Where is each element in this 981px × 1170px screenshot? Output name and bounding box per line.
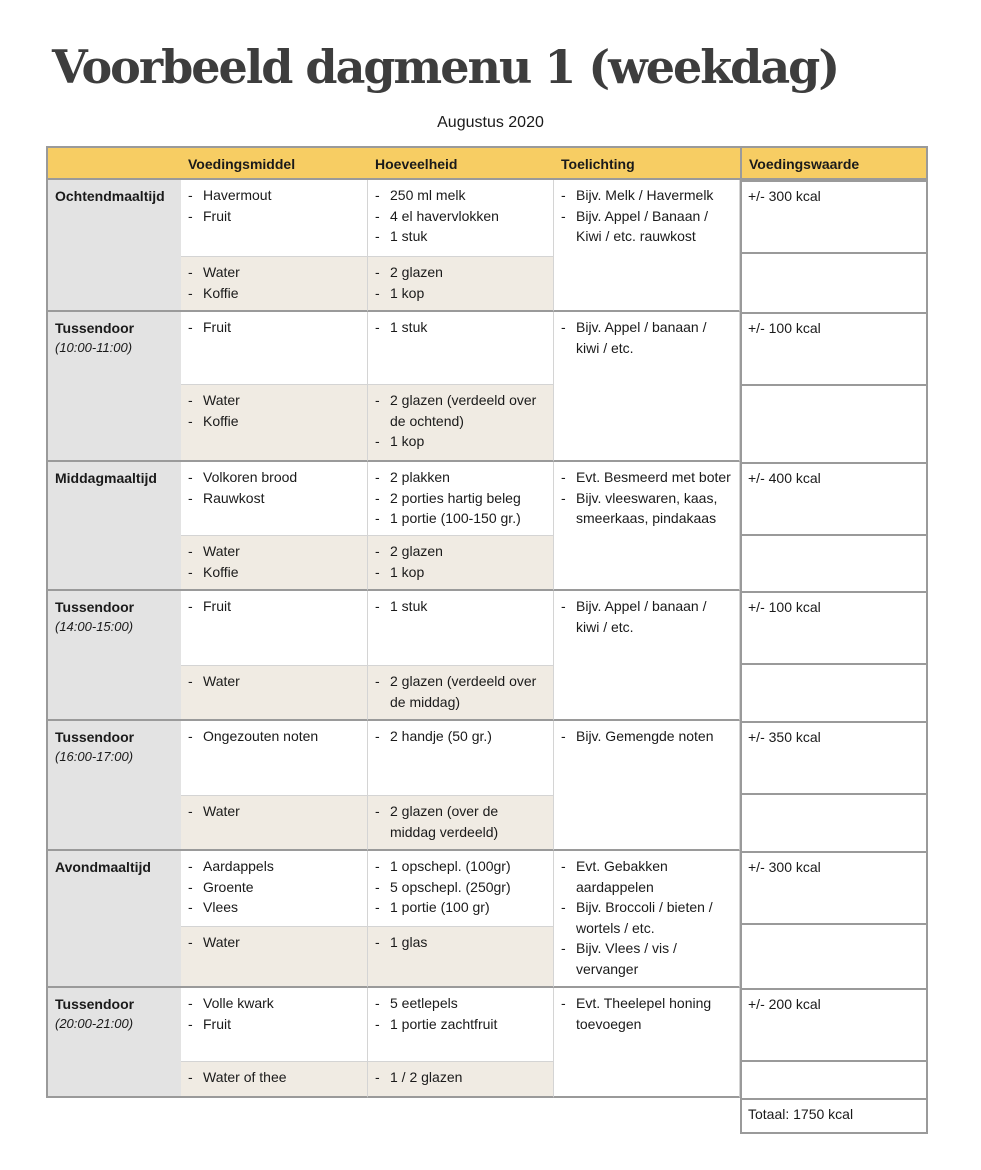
drink-item-list — [188, 932, 361, 953]
amount-item: - 2 plakken — [375, 467, 547, 488]
amount-item-list — [375, 726, 547, 747]
note-item: - Bijv. Broccoli / bieten / wortels / etc. — [561, 897, 733, 938]
kcal-box: +/- 300 kcal — [740, 180, 928, 254]
amount-item-list — [375, 317, 547, 338]
amount-item: - 5 opschepl. (250gr) — [375, 877, 547, 898]
amounts-cell — [368, 988, 554, 1062]
meal-cell — [46, 180, 181, 312]
amount-item-list — [375, 856, 547, 918]
meal-time: (14:00-15:00) — [55, 618, 134, 634]
header-blank — [46, 146, 181, 180]
food-item-list — [188, 467, 361, 508]
drink-item: - Water — [188, 671, 361, 692]
drink-item: - Water — [188, 801, 361, 822]
food-item: - Havermout — [188, 185, 361, 206]
drink-amount-item: - 2 glazen (verdeeld over de middag) — [375, 671, 547, 712]
drinks-cell — [181, 666, 368, 721]
header-toelichting: Toelichting — [554, 146, 740, 180]
note-item-list — [561, 856, 733, 980]
amount-item-list — [375, 993, 547, 1034]
drink-amount-item-list — [375, 390, 547, 452]
note-item-list — [561, 467, 733, 529]
notes-cell — [554, 462, 740, 591]
foods-cell — [181, 851, 368, 927]
drink-amount-item: - 1 / 2 glazen — [375, 1067, 547, 1088]
amount-item: - 250 ml melk — [375, 185, 547, 206]
drink-item: - Koffie — [188, 283, 361, 304]
note-item: - Evt. Gebakken aardappelen — [561, 856, 733, 897]
drink-item-list — [188, 671, 361, 692]
drink-amount-item-list — [375, 541, 547, 582]
note-item: - Bijv. Melk / Havermelk — [561, 185, 733, 206]
drink-amounts-cell — [368, 385, 554, 462]
food-item-list — [188, 726, 361, 747]
drink-amount-item: - 2 glazen (over de middag verdeeld) — [375, 801, 547, 842]
drinks-cell — [181, 257, 368, 312]
meal-name: Tussendoor — [55, 996, 135, 1012]
kcal-box: +/- 200 kcal — [740, 988, 928, 1062]
drink-amounts-cell — [368, 1062, 554, 1098]
drink-amount-item-list — [375, 932, 547, 953]
drink-amount-item: - 1 glas — [375, 932, 547, 953]
notes-cell — [554, 180, 740, 312]
amount-item: - 2 porties hartig beleg — [375, 488, 547, 509]
amount-item: - 5 eetlepels — [375, 993, 547, 1014]
drinks-cell — [181, 927, 368, 988]
drink-item-list — [188, 262, 361, 303]
meal-time: (20:00-21:00) — [55, 1015, 134, 1031]
amount-item: - 1 stuk — [375, 596, 547, 617]
page-title: Voorbeeld dagmenu 1 (weekdag) — [52, 40, 839, 94]
meal-name: Ochtendmaaltijd — [55, 188, 165, 204]
food-item: - Volkoren brood — [188, 467, 361, 488]
note-item-list — [561, 596, 733, 637]
note-item: - Bijv. Appel / Banaan / Kiwi / etc. rauwkost — [561, 206, 733, 247]
drink-item: - Koffie — [188, 562, 361, 583]
drink-amounts-cell — [368, 536, 554, 591]
amount-item-list — [375, 467, 547, 529]
drinks-cell — [181, 536, 368, 591]
amount-item: - 1 portie zachtfruit — [375, 1014, 547, 1035]
drink-amount-item: - 2 glazen — [375, 541, 547, 562]
foods-cell — [181, 180, 368, 257]
food-item: - Ongezouten noten — [188, 726, 361, 747]
kcal-empty — [740, 795, 928, 851]
amounts-cell — [368, 462, 554, 536]
note-item: - Bijv. vleeswaren, kaas, smeerkaas, pindakaas — [561, 488, 733, 529]
drink-item-list — [188, 390, 361, 431]
notes-cell — [554, 591, 740, 721]
food-item: - Aardappels — [188, 856, 361, 877]
amounts-cell — [368, 851, 554, 927]
food-item: - Rauwkost — [188, 488, 361, 509]
foods-cell — [181, 312, 368, 385]
meal-time: (10:00-11:00) — [55, 339, 133, 355]
drink-item: - Koffie — [188, 411, 361, 432]
amount-item: - 1 stuk — [375, 226, 547, 247]
food-item-list — [188, 596, 361, 617]
note-item: - Evt. Besmeerd met boter — [561, 467, 733, 488]
foods-cell — [181, 591, 368, 666]
amount-item: - 1 opschepl. (100gr) — [375, 856, 547, 877]
meal-name: Middagmaaltijd — [55, 470, 157, 486]
amount-item-list — [375, 596, 547, 617]
note-item: - Bijv. Gemengde noten — [561, 726, 733, 747]
drink-item: - Water — [188, 932, 361, 953]
amount-item: - 1 portie (100-150 gr.) — [375, 508, 547, 529]
notes-cell — [554, 312, 740, 462]
amounts-cell — [368, 312, 554, 385]
drink-amount-item: - 2 glazen (verdeeld over de ochtend) — [375, 390, 547, 431]
note-item-list — [561, 185, 733, 247]
food-item: - Fruit — [188, 317, 361, 338]
food-item-list — [188, 317, 361, 338]
note-item: - Bijv. Appel / banaan / kiwi / etc. — [561, 596, 733, 637]
amount-item-list — [375, 185, 547, 247]
food-item-list — [188, 856, 361, 918]
drink-item-list — [188, 1067, 361, 1088]
notes-cell — [554, 721, 740, 851]
drink-item: - Water — [188, 390, 361, 411]
kcal-empty — [740, 386, 928, 462]
drinks-cell — [181, 796, 368, 851]
meal-name: Avondmaaltijd — [55, 859, 151, 875]
meal-time: (16:00-17:00) — [55, 748, 134, 764]
kcal-box: +/- 300 kcal — [740, 851, 928, 925]
note-item: - Bijv. Vlees / vis / vervanger — [561, 938, 733, 979]
kcal-empty — [740, 254, 928, 312]
drink-amount-item: - 2 glazen — [375, 262, 547, 283]
drink-amounts-cell — [368, 666, 554, 721]
kcal-empty — [740, 665, 928, 721]
drink-amounts-cell — [368, 927, 554, 988]
amounts-cell — [368, 180, 554, 257]
header-voedingswaarde: Voedingswaarde — [740, 146, 928, 180]
drinks-cell — [181, 385, 368, 462]
notes-cell — [554, 851, 740, 988]
foods-cell — [181, 988, 368, 1062]
notes-cell — [554, 988, 740, 1098]
drink-amount-item-list — [375, 1067, 547, 1088]
kcal-empty — [740, 536, 928, 591]
drink-item-list — [188, 801, 361, 822]
meal-cell — [46, 591, 181, 721]
drink-amount-item: - 1 kop — [375, 562, 547, 583]
foods-cell — [181, 462, 368, 536]
kcal-box: +/- 400 kcal — [740, 462, 928, 536]
drink-amount-item-list — [375, 671, 547, 712]
header-voedingsmiddel: Voedingsmiddel — [181, 146, 368, 180]
meal-cell — [46, 988, 181, 1098]
drinks-cell — [181, 1062, 368, 1098]
food-item-list — [188, 993, 361, 1034]
meal-name: Tussendoor — [55, 320, 135, 336]
amounts-cell — [368, 591, 554, 666]
note-item-list — [561, 317, 733, 358]
amount-item: - 4 el havervlokken — [375, 206, 547, 227]
amount-item: - 2 handje (50 gr.) — [375, 726, 547, 747]
foods-cell — [181, 721, 368, 796]
kcal-empty — [740, 1062, 928, 1098]
meal-name: Tussendoor — [55, 599, 135, 615]
drink-item: - Water — [188, 541, 361, 562]
note-item: - Evt. Theelepel honing toevoegen — [561, 993, 733, 1034]
note-item-list — [561, 993, 733, 1034]
meal-cell — [46, 462, 181, 591]
kcal-box: +/- 100 kcal — [740, 312, 928, 386]
total-kcal: Totaal: 1750 kcal — [740, 1098, 928, 1134]
header-hoeveelheid: Hoeveelheid — [368, 146, 554, 180]
kcal-empty — [740, 925, 928, 988]
meal-cell — [46, 312, 181, 462]
food-item: - Volle kwark — [188, 993, 361, 1014]
drink-item-list — [188, 541, 361, 582]
food-item-list — [188, 185, 361, 226]
food-item: - Vlees — [188, 897, 361, 918]
kcal-box: +/- 350 kcal — [740, 721, 928, 795]
food-item: - Groente — [188, 877, 361, 898]
note-item: - Bijv. Appel / banaan / kiwi / etc. — [561, 317, 733, 358]
kcal-box: +/- 100 kcal — [740, 591, 928, 665]
drink-amount-item: - 1 kop — [375, 431, 547, 452]
drink-amounts-cell — [368, 796, 554, 851]
drink-amount-item-list — [375, 262, 547, 303]
food-item: - Fruit — [188, 206, 361, 227]
drink-amount-item-list — [375, 801, 547, 842]
drink-amount-item: - 1 kop — [375, 283, 547, 304]
drink-item: - Water of thee — [188, 1067, 361, 1088]
note-item-list — [561, 726, 733, 747]
meal-cell — [46, 851, 181, 988]
meal-name: Tussendoor — [55, 729, 135, 745]
food-item: - Fruit — [188, 1014, 361, 1035]
food-item: - Fruit — [188, 596, 361, 617]
meal-cell — [46, 721, 181, 851]
drink-item: - Water — [188, 262, 361, 283]
amount-item: - 1 portie (100 gr) — [375, 897, 547, 918]
amounts-cell — [368, 721, 554, 796]
drink-amounts-cell — [368, 257, 554, 312]
amount-item: - 1 stuk — [375, 317, 547, 338]
page-subtitle: Augustus 2020 — [437, 114, 544, 131]
menu-table — [46, 146, 928, 1158]
